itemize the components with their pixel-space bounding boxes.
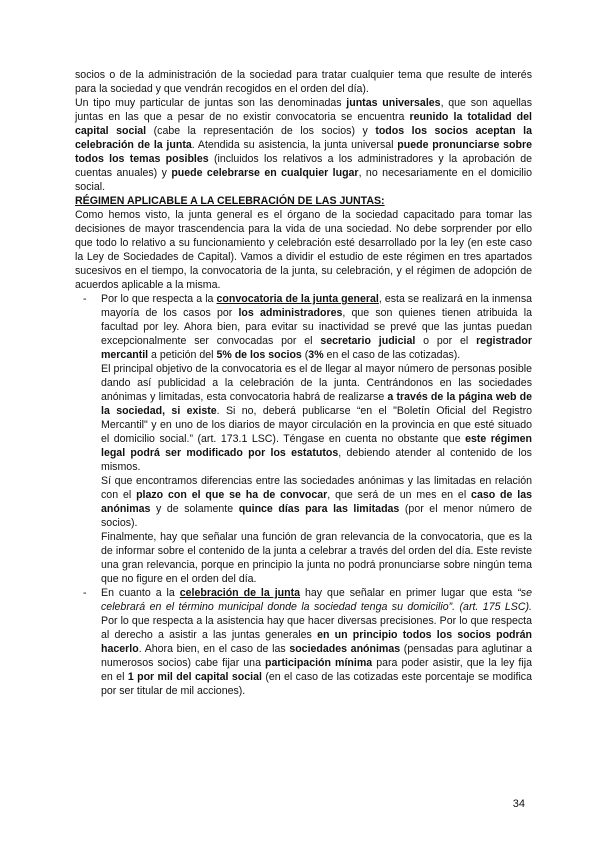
paragraph-convocatoria-3 [101, 474, 532, 530]
text-run: puede celebrarse en cualquier lugar [171, 167, 359, 179]
text-run: Como hemos visto, la junta general es el órgano de la sociedad capacitado para tomar las decisiones de mayor trascendencia para la vida de una sociedad. No debe sorprender por ello que todo lo relativo a su funcionamiento y celebración esté desarrollado por la ley (en este caso la Ley de Sociedades de Capital). Vamos a dividir el estudio de este régimen en tres apartados sucesivos en el tiempo, la convocatoria de la junta, su celebración, y el régimen de adopción de acuerdos aplicable a la misma. [75, 209, 532, 291]
document-page [75, 68, 532, 698]
text-run: ( [301, 349, 309, 361]
text-run: , debiendo atender al contenido de los mismos. [101, 447, 532, 473]
text-run: (en el caso de las cotizadas este porcentaje se modifica por ser titular de mil acciones). [101, 671, 532, 697]
text-run: sociedades anónimas [289, 643, 401, 655]
paragraph-convocatoria-1 [101, 292, 532, 362]
text-run: socios o de la administración de la sociedad para tratar cualquier tema que resulte de interés para la sociedad y que vendrán recogidos en el orden del día). [75, 69, 532, 95]
section-heading: RÉGIMEN APLICABLE A LA CELEBRACIÓN DE LAS JUNTAS: [75, 195, 385, 207]
text-run: “se celebrará en el término municipal donde la sociedad tenga su domicilio”. (art. 175 LSC). [101, 587, 532, 613]
text-run: Por lo que respecta a la [101, 293, 217, 305]
text-run: todos los socios aceptan la celebración de la junta [75, 125, 532, 151]
paragraph-convocatoria-4 [101, 530, 532, 586]
text-run: , que son quienes tienen atribuida la facultad por ley. Ahora bien, para evitar su inactividad se prevé que las juntas puedan excepcionalmente ser convocadas por el [101, 307, 532, 347]
text-run: participación mínima [265, 657, 373, 669]
text-run: hay que señalar en primer lugar que esta [300, 587, 518, 599]
paragraph-convocatoria-2 [101, 362, 532, 474]
text-run: Por lo que respecta a la asistencia hay que hacer diversas precisiones. Por lo que respecta al derecho a asistir a las juntas generales [101, 615, 532, 641]
text-run: (incluidos los relativos a los administradores y la aprobación de cuentas anuales) y [75, 153, 532, 179]
text-run: en el caso de las cotizadas). [323, 349, 461, 361]
text-run: (cabe la representación de los socios) y [146, 125, 376, 137]
text-run: juntas universales [346, 97, 441, 109]
text-run: Sí que encontramos diferencias entre las sociedades anónimas y las limitadas en relación con el [101, 475, 532, 501]
text-run: Un tipo muy particular de juntas son las denominadas [75, 97, 347, 109]
list-item-celebracion [75, 586, 532, 698]
text-run: puede pronunciarse sobre todos los temas posibles [75, 139, 533, 165]
page-number: 34 [512, 798, 525, 810]
text-run: para poder asistir, que la ley fija en el [101, 657, 532, 683]
text-run: este régimen legal podrá ser modificado por los estatutos [101, 433, 533, 459]
text-run: , esta se realizará en la inmensa mayoría de los casos por [101, 293, 533, 319]
text-run: . Atendida su asistencia, la junta universal [191, 139, 398, 151]
text-run: caso de las anónimas [101, 489, 533, 515]
text-run: registrador mercantil [101, 335, 532, 361]
text-run: (por el menor número de socios). [101, 503, 532, 529]
paragraph-celebracion-1 [101, 586, 532, 698]
text-run: El principal objetivo de la convocatoria es el de llegar al mayor número de personas posible dando así publicidad a la celebración de la junta. Centrándonos en las sociedades anónimas y limitadas, esta convocatoria habrá de realizarse [101, 363, 532, 403]
text-run: a través de la página web de la sociedad, si existe [101, 391, 532, 417]
text-run: en un principio todos los socios podrán hacerlo [101, 629, 532, 655]
text-run: y de solamente [150, 503, 239, 515]
text-run: . Si no, deberá publicarse “en el "Boletín Oficial del Registro Mercantil" y en uno de los diarios de mayor circulación en la provincia en que esté situado el domicilio social.” (art. 173.1 LSC). Téngase en cuenta no obstante que [101, 405, 532, 445]
text-run: . Ahora bien, en el caso de las [138, 643, 290, 655]
text-run: , que será de un mes en el [327, 489, 472, 501]
list-item-convocatoria [75, 292, 532, 586]
text-run: a petición del [148, 349, 217, 361]
text-run: reunido la totalidad del capital social [75, 111, 532, 137]
text-run: Finalmente, hay que señalar una función de gran relevancia de la convocatoria, que es la de informar sobre el contenido de la junta a celebrar a través del orden del día. Este reviste una gran relevancia, porque en principio la junta no podrá pronunciarse sobre ningún tema que no figure en el orden del día. [101, 531, 532, 585]
paragraph-continuation [75, 68, 532, 96]
text-run: convocatoria de la junta general [216, 293, 379, 305]
paragraph-juntas-universales [75, 96, 532, 194]
text-run: secretario judicial [320, 335, 416, 347]
text-run: (pensadas para aglutinar a numerosos socios) cabe fijar una [101, 643, 532, 669]
text-run: 5% de los socios [216, 349, 302, 361]
dash-list [75, 292, 532, 698]
text-run: plazo con el que se ha de convocar [136, 489, 328, 501]
text-run: En cuanto a la [101, 587, 180, 599]
text-run: o por el [415, 335, 477, 347]
text-run: , que son aquellas juntas en las que a pesar de no existir convocatoria se encuentra [75, 97, 532, 123]
text-run: celebración de la junta [179, 587, 301, 599]
text-run: 3% [308, 349, 324, 361]
text-run: 1 por mil del capital social [127, 671, 262, 683]
paragraph-intro-regimen [75, 208, 532, 292]
text-run: , no necesariamente en el domicilio social. [75, 167, 533, 193]
text-run: los administradores [238, 307, 343, 319]
text-run: quince días para las limitadas [238, 503, 400, 515]
